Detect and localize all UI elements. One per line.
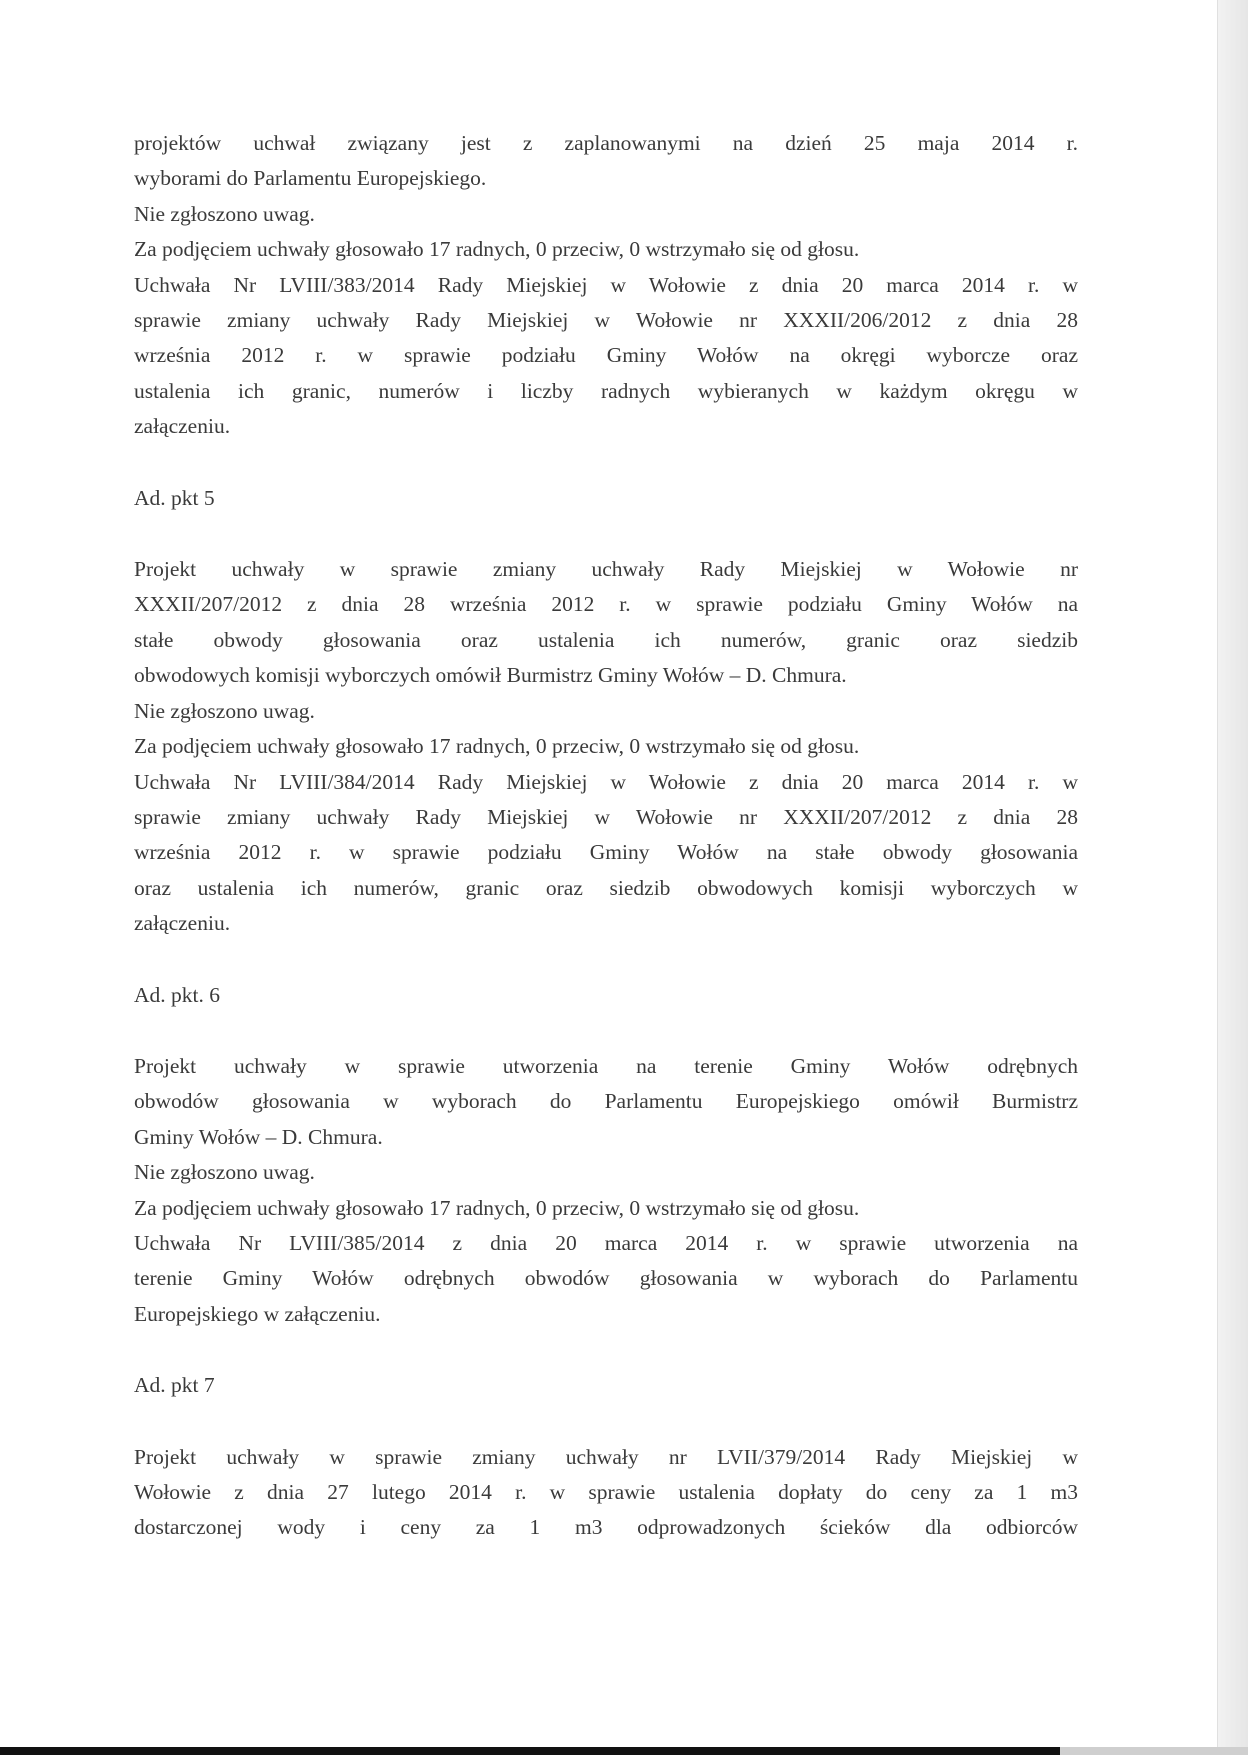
text-line: Projekt uchwały w sprawie utworzenia na terenie Gminy Wołów odrębnych (134, 1053, 1078, 1078)
scan-bottom-edge (0, 1747, 1060, 1755)
section-heading: Ad. pkt 7 (134, 1373, 215, 1398)
text-line: Uchwała Nr LVIII/385/2014 z dnia 20 marca 2014 r. w sprawie utworzenia na (134, 1230, 1078, 1255)
paragraph (134, 694, 1078, 729)
text-line: Wołowie z dnia 27 lutego 2014 r. w sprawie ustalenia dopłaty do ceny za 1 m3 (134, 1480, 1078, 1504)
text-line: września 2012 r. w sprawie podziału Gminy Wołów na okręgi wyborcze oraz (134, 343, 1078, 368)
paragraph (134, 1226, 1078, 1332)
paragraph (134, 1191, 1078, 1226)
text-line: załączeniu. (134, 911, 231, 936)
section-heading: Ad. pkt. 6 (134, 982, 220, 1007)
text-line: obwodów głosowania w wyborach do Parlamentu Europejskiego omówił Burmistrz (134, 1089, 1078, 1114)
text-line: Projekt uchwały w sprawie zmiany uchwały nr LVII/379/2014 Rady Miejskiej w (134, 1444, 1078, 1469)
text-line: dostarczonej wody i ceny za 1 m3 odprowadzonych ścieków dla odbiorców (134, 1515, 1078, 1540)
document-body (134, 126, 1078, 1546)
text-line: Uchwała Nr LVIII/384/2014 Rady Miejskiej w Wołowie z dnia 20 marca 2014 r. w (134, 769, 1078, 794)
text-line: XXXII/207/2012 z dnia 28 września 2012 r. w sprawie podziału Gminy Wołów na (134, 592, 1078, 617)
text-line: Za podjęciem uchwały głosowało 17 radnych, 0 przeciw, 0 wstrzymało się od głosu. (134, 734, 860, 759)
text-line: Nie zgłoszono uwag. (134, 1160, 315, 1185)
paragraph (134, 197, 1078, 232)
text-line: września 2012 r. w sprawie podziału Gminy Wołów na stałe obwody głosowania (134, 840, 1078, 865)
paragraph (134, 268, 1078, 445)
text-line: ustalenia ich granic, numerów i liczby radnych wybieranych w każdym okręgu w (134, 378, 1078, 403)
paragraph (134, 1155, 1078, 1190)
section-heading: Ad. pkt 5 (134, 485, 215, 510)
text-line: Za podjęciem uchwały głosowało 17 radnych, 0 przeciw, 0 wstrzymało się od głosu. (134, 237, 860, 262)
text-line: załączeniu. (134, 414, 231, 439)
text-line: wyborami do Parlamentu Europejskiego. (134, 166, 487, 191)
paragraph (134, 126, 1078, 197)
paragraph (134, 552, 1078, 694)
text-line: obwodowych komisji wyborczych omówił Burmistrz Gminy Wołów – D. Chmura. (134, 663, 847, 688)
paragraph (134, 232, 1078, 267)
text-line: Projekt uchwały w sprawie zmiany uchwały Rady Miejskiej w Wołowie nr (134, 557, 1078, 582)
text-line: stałe obwody głosowania oraz ustalenia ich numerów, granic oraz siedzib (134, 627, 1078, 652)
text-line: oraz ustalenia ich numerów, granic oraz siedzib obwodowych komisji wyborczych w (134, 875, 1078, 900)
text-line: Nie zgłoszono uwag. (134, 698, 315, 723)
scan-bottom-edge-gap (1060, 1747, 1248, 1755)
text-line: terenie Gminy Wołów odrębnych obwodów głosowania w wyborach do Parlamentu (134, 1266, 1078, 1291)
paragraph (134, 765, 1078, 942)
text-line: Europejskiego w załączeniu. (134, 1301, 381, 1326)
text-line: sprawie zmiany uchwały Rady Miejskiej w Wołowie nr XXXII/206/2012 z dnia 28 (134, 308, 1078, 333)
paragraph (134, 729, 1078, 764)
paragraph (134, 1049, 1078, 1155)
text-line: Gminy Wołów – D. Chmura. (134, 1124, 383, 1149)
text-line: sprawie zmiany uchwały Rady Miejskiej w Wołowie nr XXXII/207/2012 z dnia 28 (134, 804, 1078, 829)
text-line: Uchwała Nr LVIII/383/2014 Rady Miejskiej w Wołowie z dnia 20 marca 2014 r. w (134, 272, 1078, 297)
paragraph (134, 1440, 1078, 1546)
text-line: Nie zgłoszono uwag. (134, 201, 315, 226)
text-line: projektów uchwał związany jest z zaplanowanymi na dzień 25 maja 2014 r. (134, 131, 1078, 155)
scan-right-edge (1217, 0, 1248, 1755)
text-line: Za podjęciem uchwały głosowało 17 radnych, 0 przeciw, 0 wstrzymało się od głosu. (134, 1195, 860, 1220)
